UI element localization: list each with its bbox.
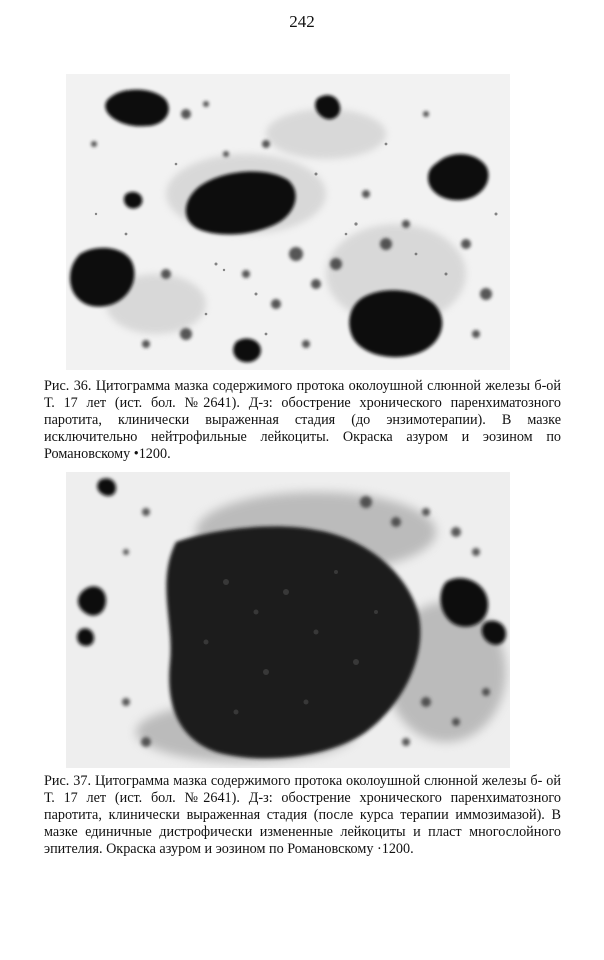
figure-37-caption: Рис. 37. Цитограмма мазка содержимого протока околоушной слюнной железы б- ой Т. 17 лет (ист. бол. №2641). Д-з: обострение хронического паренхиматозного паротита, клинически выраженная стадия (после курса терапии иммозимазой). В мазке единичные дистрофически измененные лейкоциты и пласт многослойного эпителия. Окраска азуром и эозином по Романовскому ·1200. <box>44 773 561 857</box>
micrograph-figure-36 <box>66 74 510 370</box>
micrograph-image-36 <box>66 74 510 370</box>
page-number: 242 <box>289 12 315 31</box>
figure-36-caption: Рис. 36. Цитограмма мазка содержимого протока околоушной слюнной железы б-ой Т. 17 лет (ист. бол. №2641). Д-з: обострение хронического паренхиматозного паротита, клинически выраженная стадия (до энзимотерапии). В мазке исключительно нейтрофильные лейкоциты. Окраска азуром и эозином по Романовскому •1200. <box>44 378 561 462</box>
micrograph-figure-37 <box>66 472 510 768</box>
micrograph-image-37 <box>66 472 510 768</box>
